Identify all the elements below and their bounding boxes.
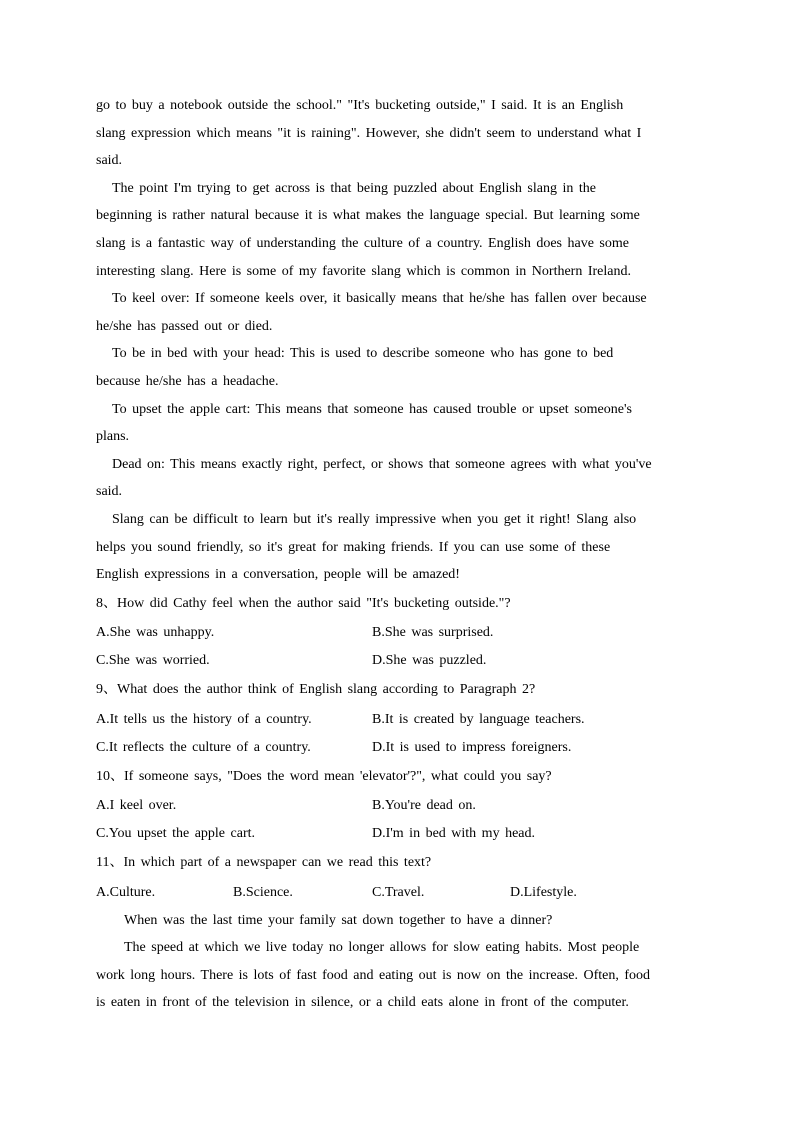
- passage-line: helps you sound friendly, so it's great for making friends. If you can use some of these: [96, 540, 611, 555]
- passage-line: Slang can be difficult to learn but it's really impressive when you get it right! Slang also: [112, 512, 637, 527]
- option-c: C.You upset the apple cart.: [96, 826, 255, 841]
- question-stem: 10、If someone says, "Does the word mean 'elevator'?", what could you say?: [96, 769, 552, 784]
- passage-line: interesting slang. Here is some of my favorite slang which is common in Northern Ireland.: [96, 264, 631, 279]
- passage-line: slang is a fantastic way of understanding the culture of a country. English does have some: [96, 236, 629, 251]
- option-row: [96, 796, 698, 816]
- passage-line: said.: [96, 484, 123, 499]
- passage-line: is eaten in front of the television in silence, or a child eats alone in front of the computer.: [96, 995, 629, 1010]
- passage-line: work long hours. There is lots of fast food and eating out is now on the increase. Often, food: [96, 968, 651, 983]
- option-d: D.I'm in bed with my head.: [372, 826, 535, 841]
- passage-line: plans.: [96, 429, 130, 444]
- option-row: [96, 883, 698, 903]
- passage-line: The speed at which we live today no longer allows for slow eating habits. Most people: [124, 940, 640, 955]
- passage-line: The point I'm trying to get across is that being puzzled about English slang in the: [112, 181, 596, 196]
- option-a: A.She was unhappy.: [96, 625, 215, 640]
- option-a: A.It tells us the history of a country.: [96, 712, 312, 727]
- passage-line: English expressions in a conversation, people will be amazed!: [96, 567, 460, 582]
- passage-line: slang expression which means "it is raining". However, she didn't seem to understand what I: [96, 126, 642, 141]
- option-row: [96, 623, 698, 643]
- passage-line: To keel over: If someone keels over, it basically means that he/she has fallen over because: [112, 291, 647, 306]
- passage-line: beginning is rather natural because it is what makes the language special. But learning some: [96, 208, 640, 223]
- option-a: A.I keel over.: [96, 798, 177, 813]
- passage-line: because he/she has a headache.: [96, 374, 279, 389]
- passage-line: go to buy a notebook outside the school." "It's bucketing outside," I said. It is an English: [96, 98, 624, 113]
- option-b: B.You're dead on.: [372, 798, 476, 813]
- option-a: A.Culture.: [96, 885, 156, 900]
- option-b: B.Science.: [233, 885, 293, 900]
- option-c: C.She was worried.: [96, 653, 210, 668]
- passage-line: said.: [96, 153, 123, 168]
- option-row: [96, 738, 698, 758]
- passage-line: he/she has passed out or died.: [96, 319, 273, 334]
- passage-line: Dead on: This means exactly right, perfect, or shows that someone agrees with what you've: [112, 457, 652, 472]
- question-stem: 9、What does the author think of English slang according to Paragraph 2?: [96, 682, 536, 697]
- passage-line: To be in bed with your head: This is used to describe someone who has gone to bed: [112, 346, 614, 361]
- option-c: C.It reflects the culture of a country.: [96, 740, 311, 755]
- option-row: [96, 710, 698, 730]
- option-row: [96, 824, 698, 844]
- option-b: B.She was surprised.: [372, 625, 494, 640]
- option-d: D.It is used to impress foreigners.: [372, 740, 572, 755]
- question-stem: 11、In which part of a newspaper can we read this text?: [96, 855, 432, 870]
- passage-line: To upset the apple cart: This means that someone has caused trouble or upset someone's: [112, 402, 632, 417]
- passage-line: When was the last time your family sat down together to have a dinner?: [124, 913, 553, 928]
- option-d: D.She was puzzled.: [372, 653, 487, 668]
- option-row: [96, 651, 698, 671]
- option-c: C.Travel.: [372, 885, 425, 900]
- option-b: B.It is created by language teachers.: [372, 712, 585, 727]
- question-stem: 8、How did Cathy feel when the author said "It's bucketing outside."?: [96, 596, 511, 611]
- option-d: D.Lifestyle.: [510, 885, 577, 900]
